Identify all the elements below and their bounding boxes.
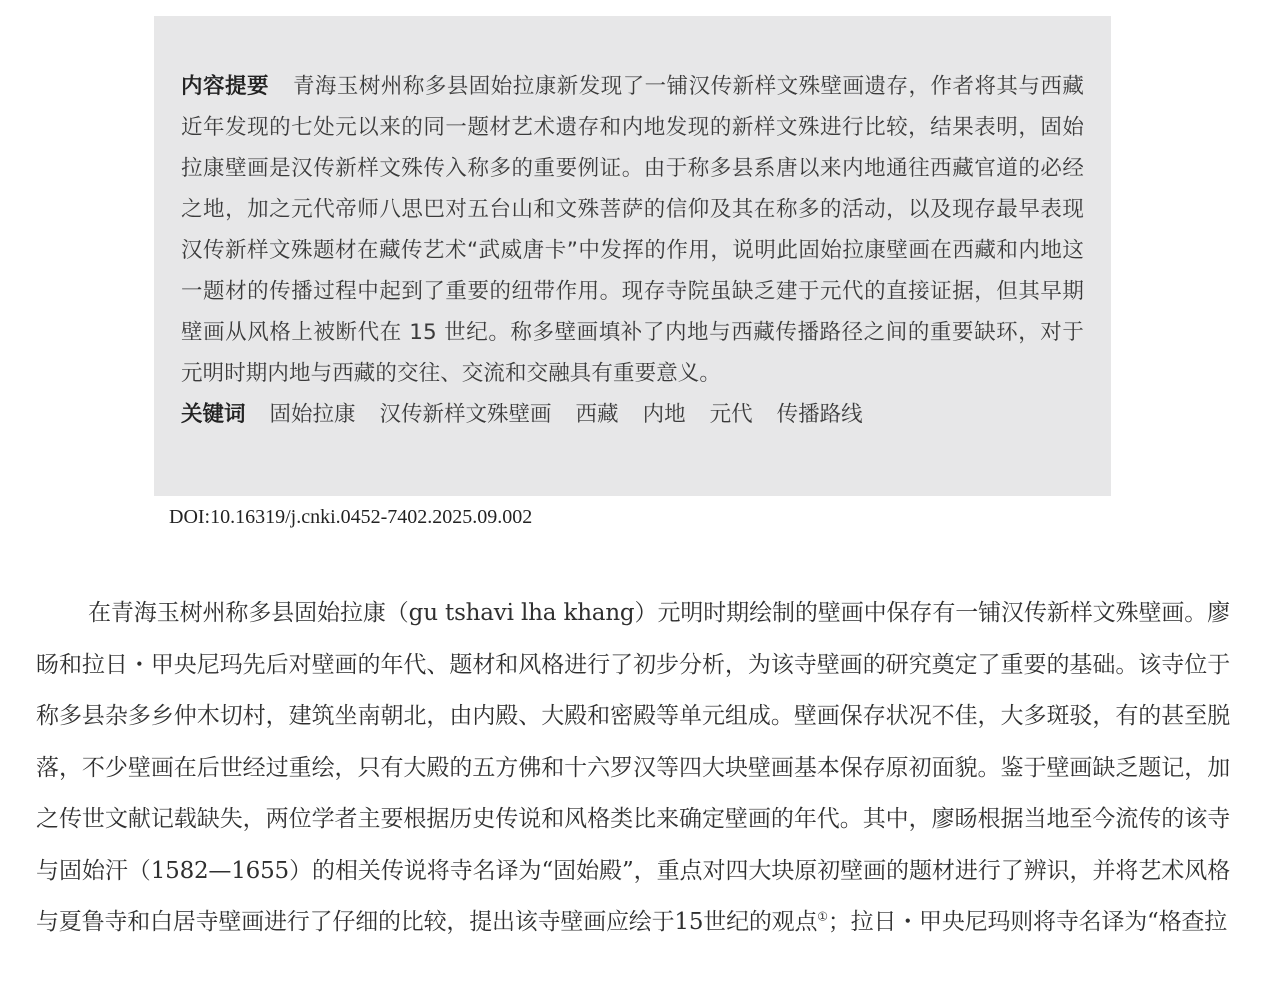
keyword-item: 固始拉康: [269, 402, 356, 427]
keyword-item: 汉传新样文殊壁画: [379, 402, 552, 427]
keyword-item: 传播路线: [776, 402, 863, 427]
abstract-label: 内容提要: [181, 74, 269, 99]
abstract-box: [154, 16, 1111, 496]
body-text-part-1: 在青海玉树州称多县固始拉康（gu tshavi lha khang）元明时期绘制的壁画中保存有一铺汉传新样文殊壁画。廖旸和拉日・甲央尼玛先后对壁画的年代、题材和风格进行了初步分析，为该寺壁画的研究奠定了重要的基础。该寺位于称多县杂多乡仲木切村，建筑坐南朝北，由内殿、大殿和密殿等单元组成。壁画保存状况不佳，大多斑驳，有的甚至脱落，不少壁画在后世经过重绘，只有大殿的五方佛和十六罗汉等四大块壁画基本保存原初面貌。鉴于壁画缺乏题记，加之传世文献记载缺失，两位学者主要根据历史传说和风格类比来确定壁画的年代。其中，廖旸根据当地至今流传的该寺与固始汗（1582—1655）的相关传说将寺名译为“固始殿”，重点对四大块原初壁画的题材进行了辨识，并将艺术风格与夏鲁寺和白居寺壁画进行了仔细的比较，提出该寺壁画应绘于15世纪的观点: [36, 600, 1230, 935]
abstract-paragraph: [181, 66, 1084, 394]
keyword-item: 内地: [642, 402, 686, 427]
keyword-item: 西藏: [575, 402, 619, 427]
body-text-part-2: ；拉日・甲央尼玛则将寺名译为“格查拉: [827, 909, 1228, 935]
keyword-item: 元代: [709, 402, 753, 427]
footnote-ref[interactable]: ①: [817, 909, 828, 924]
body-paragraph: [36, 588, 1230, 949]
abstract-body: 青海玉树州称多县固始拉康新发现了一铺汉传新样文殊壁画遗存，作者将其与西藏近年发现的七处元以来的同一题材艺术遗存和内地发现的新样文殊进行比较，结果表明，固始拉康壁画是汉传新样文殊传入称多的重要例证。由于称多县系唐以来内地通往西藏官道的必经之地，加之元代帝师八思巴对五台山和文殊菩萨的信仰及其在称多的活动，以及现存最早表现汉传新样文殊题材在藏传艺术“武威唐卡”中发挥的作用，说明此固始拉康壁画在西藏和内地这一题材的传播过程中起到了重要的纽带作用。现存寺院虽缺乏建于元代的直接证据，但其早期壁画从风格上被断代在 15 世纪。称多壁画填补了内地与西藏传播路径之间的重要缺环，对于元明时期内地与西藏的交往、交流和交融具有重要意义。: [181, 74, 1084, 386]
keywords-label: 关键词: [181, 402, 246, 427]
doi-line: DOI:10.16319/j.cnki.0452-7402.2025.09.002: [169, 506, 533, 528]
keywords-line: [181, 394, 1084, 435]
